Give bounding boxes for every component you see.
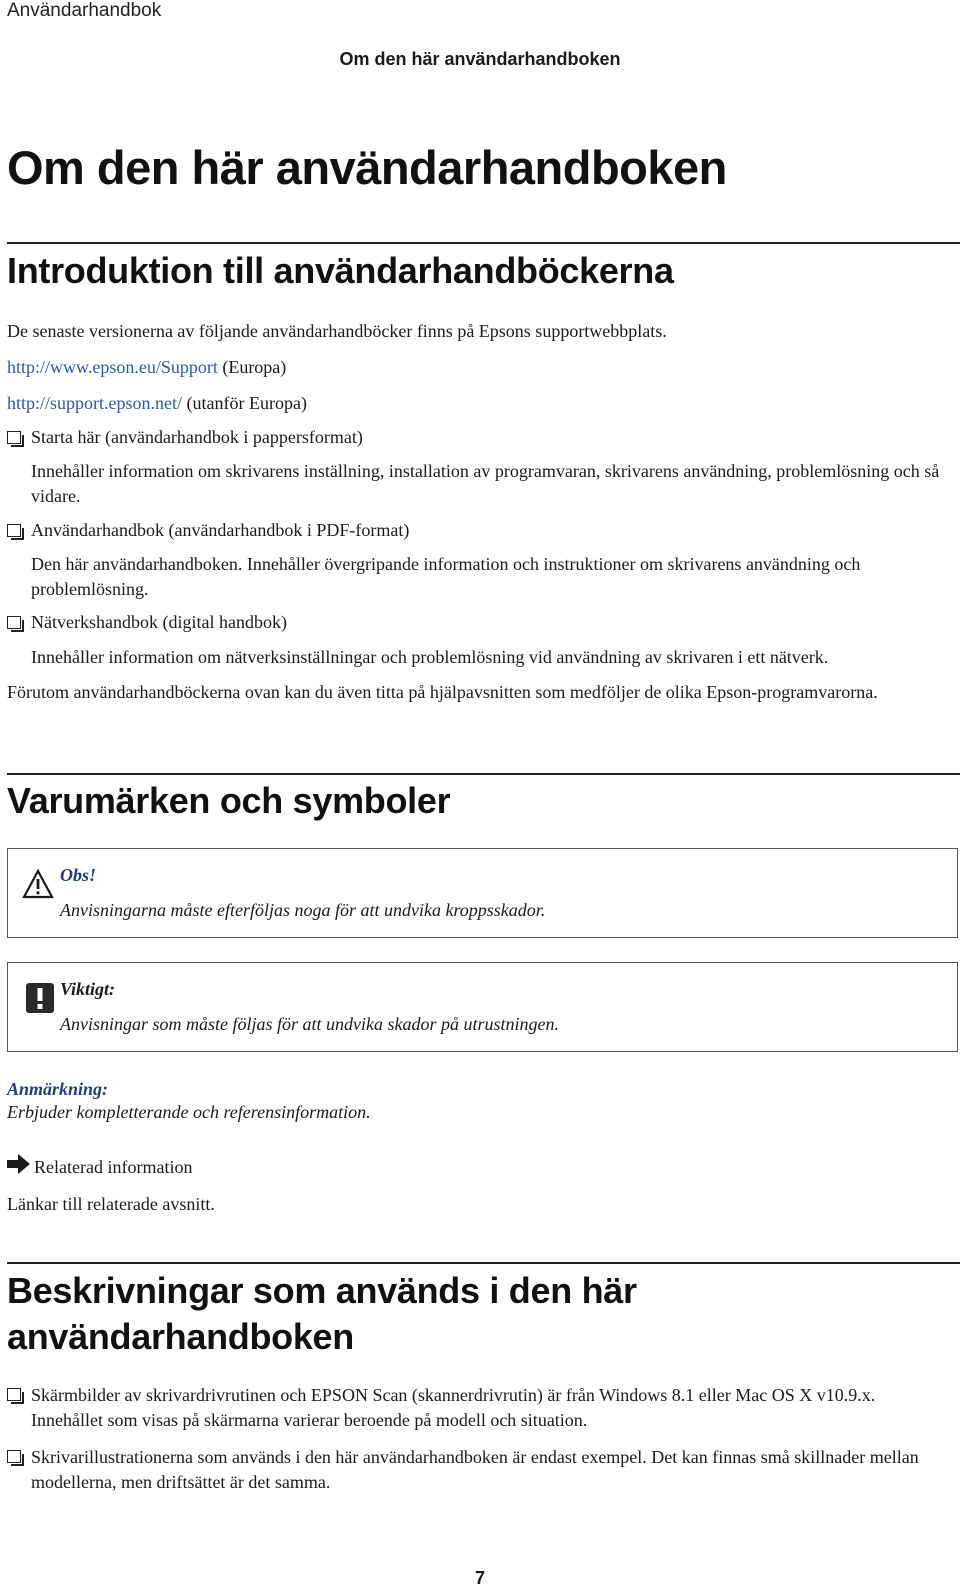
- manual-item-desc: Den här användarhandboken. Innehåller övergripande information och instruktioner om skrivarens användning och problemlösning.: [31, 554, 861, 599]
- manual-item-title: Användarhandbok (användarhandbok i PDF-format): [31, 520, 410, 540]
- important-text: Anvisningar som måste följas för att undvika skador på utrustningen.: [60, 1014, 559, 1034]
- manual-item-title: Nätverkshandbok (digital handbok): [31, 612, 287, 632]
- note-title: Anmärkning:: [7, 1079, 109, 1099]
- running-header: Användarhandbok: [7, 0, 162, 21]
- intro-heading: Introduktion till användarhandböckerna: [7, 250, 674, 291]
- checkbox-bullet-icon: [7, 1388, 21, 1401]
- caution-text: Anvisningarna måste efterföljas noga för att undvika kroppsskador.: [60, 900, 546, 920]
- checkbox-bullet-icon: [7, 524, 21, 537]
- link-suffix: (Europa): [217, 357, 287, 377]
- related-info-text: Länkar till relaterade avsnitt.: [7, 1194, 215, 1214]
- intro-lead: De senaste versionerna av följande användarhandböcker finns på Epsons supportwebbplats.: [7, 321, 667, 341]
- page-number: 7: [474, 1568, 485, 1588]
- descriptions-heading-line1: Beskrivningar som används i den här: [7, 1270, 637, 1311]
- descriptions-heading: [7, 1268, 637, 1360]
- page-title: Om den här användarhandboken: [7, 141, 727, 194]
- link-suffix: (utanför Europa): [182, 393, 307, 413]
- right-arrow-icon: [7, 1154, 31, 1174]
- checkbox-bullet-icon: [7, 431, 21, 444]
- section-rule: [7, 242, 960, 244]
- symbols-heading: Varumärken och symboler: [7, 780, 451, 821]
- important-box: [7, 962, 958, 1052]
- caution-box: [7, 848, 958, 938]
- support-link-europe[interactable]: http://www.epson.eu/Support: [7, 357, 218, 377]
- support-link-world[interactable]: http://support.epson.net/: [7, 393, 182, 413]
- checkbox-bullet-icon: [7, 616, 21, 629]
- section-header: Om den här användarhandboken: [339, 49, 621, 69]
- description-item: Skrivarillustrationerna som används i den här användarhandboken är endast exempel. Det kan finnas små skillnader mellan modellerna, men driftsättet är det samma.: [31, 1447, 919, 1492]
- manual-item-desc: Innehåller information om skrivarens inställning, installation av programvaran, skrivarens användning, problemlösning och så vidare.: [31, 461, 940, 506]
- checkbox-bullet-icon: [7, 1450, 21, 1463]
- description-item: Skärmbilder av skrivardrivrutinen och EPSON Scan (skannerdrivrutin) är från Windows 8.1 eller Mac OS X v10.9.x. Innehållet som visas på skärmarna varierar beroende på modell och situation.: [31, 1385, 876, 1430]
- section-rule: [7, 1262, 960, 1264]
- manual-item-title: Starta här (användarhandbok i pappersformat): [31, 427, 363, 447]
- section-rule: [7, 773, 960, 775]
- related-info-title: Relaterad information: [34, 1157, 193, 1177]
- intro-closing: Förutom användarhandböckerna ovan kan du även titta på hjälpavsnitten som medföljer de olika Epson-programvarorna.: [7, 682, 878, 702]
- link-line-world: [7, 391, 307, 416]
- important-title: Viktigt:: [60, 979, 116, 999]
- manual-item-desc: Innehåller information om nätverksinställningar och problemlösning vid användning av skrivaren i ett nätverk.: [31, 647, 829, 667]
- note-text: Erbjuder kompletterande och referensinformation.: [7, 1102, 371, 1122]
- link-line-europe: [7, 355, 286, 380]
- important-exclamation-icon: [26, 983, 54, 1013]
- warning-triangle-icon: [22, 869, 54, 899]
- descriptions-heading-line2: användarhandboken: [7, 1316, 354, 1357]
- caution-title: Obs!: [60, 865, 97, 885]
